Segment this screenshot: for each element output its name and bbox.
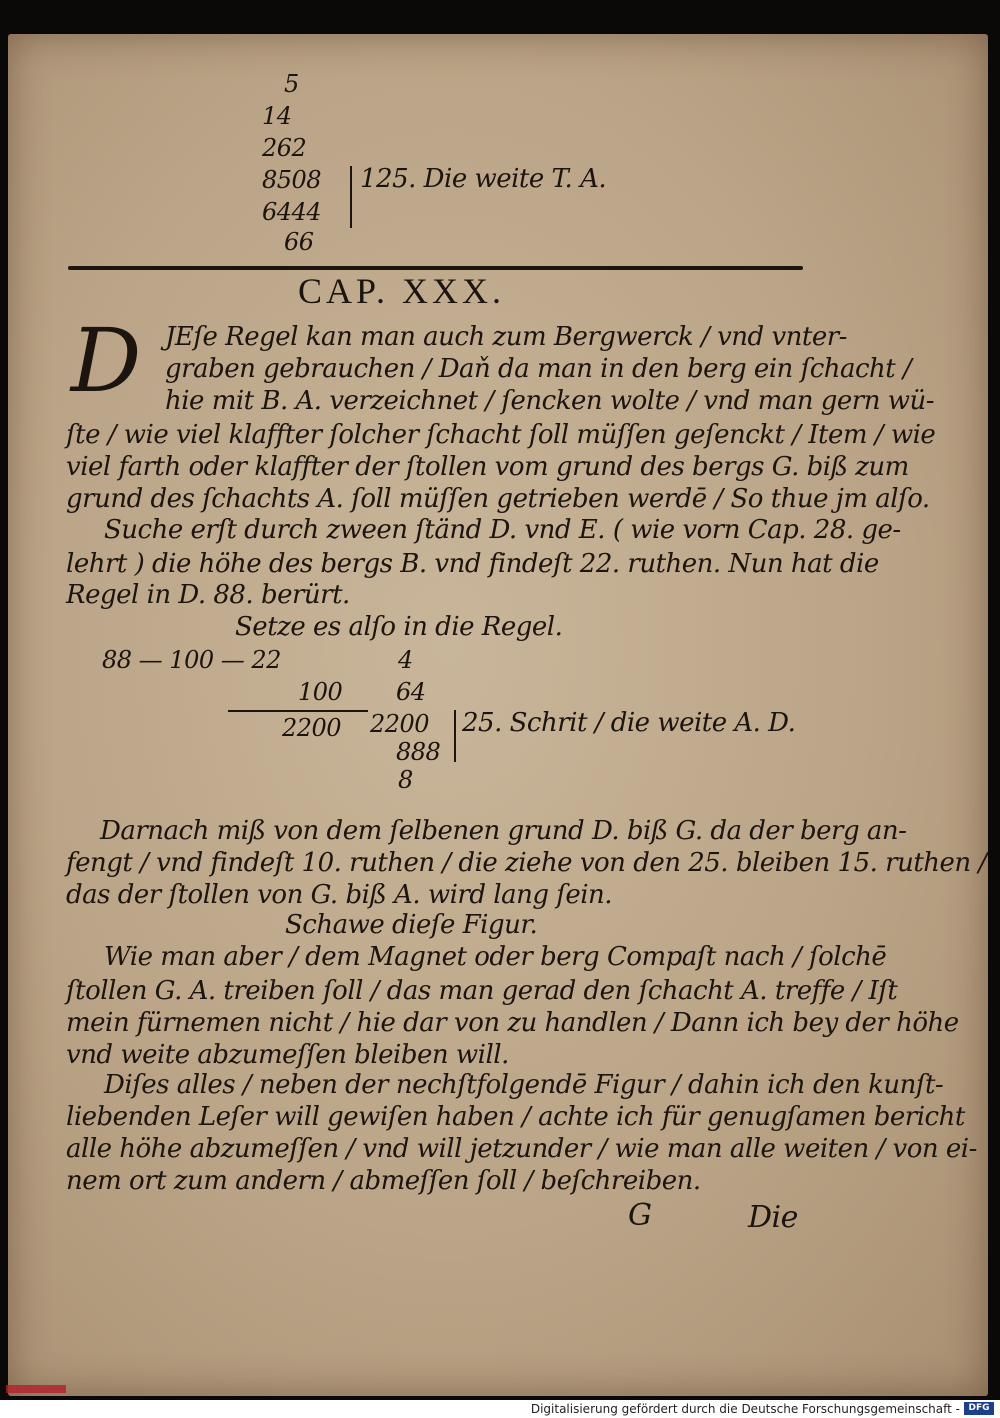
top-calc-result: 125. Die weite T. A. (360, 164, 607, 194)
calc-div-5: 8 (398, 766, 413, 794)
para1-line-3: hie mit B. A. verzeichnet / ſencken wolte / vnd man gern wü- (165, 386, 934, 416)
top-calc-line-4: 8508 (262, 166, 322, 194)
calc-result: 25. Schrit / die weite A. D. (462, 708, 796, 738)
para4-line-1: Wie man aber / dem Magnet oder berg Compaſt nach / ſolchē (104, 942, 887, 972)
calc-division-bar (454, 710, 456, 762)
dfg-logo: DFG (964, 1402, 994, 1415)
para5-line-4: nem ort zum andern / abmeſſen ſoll / beſchreiben. (66, 1166, 701, 1196)
para3-line-3: das der ſtollen von G. biß A. wird lang ſein. (66, 880, 613, 910)
top-calc-line-1: 5 (284, 70, 299, 98)
para1-line-1: JEſe Regel kan man auch zum Bergwerck / vnd vnter- (165, 322, 847, 352)
top-calc-line-2: 14 (262, 102, 292, 130)
digitization-credit: Digitalisierung gefördert durch die Deutsche Forschungsgemeinschaft - (530, 1402, 960, 1416)
para2-line-2: lehrt ) die höhe des bergs B. vnd findeſt 22. ruthen. Nun hat die (66, 549, 879, 579)
top-calc-line-6: 66 (284, 228, 314, 256)
para1-line-6: grund des ſchachts A. ſoll müſſen getrieben werdē / So thue jm alſo. (66, 484, 930, 514)
para5-line-3: alle höhe abzumeſſen / vnd will jetzunder / wie man alle weiten / von ei- (66, 1134, 977, 1164)
para4-line-2: ſtollen G. A. treiben ſoll / das man gerad den ſchacht A. treffe / Iſt (66, 976, 898, 1006)
chapter-heading: CAP. XXX. (298, 271, 506, 311)
para1-line-5: viel farth oder klaffter der ſtollen vom grund des bergs G. biß zum (66, 452, 909, 482)
schawe-line: Schawe dieſe Figur. (285, 910, 538, 940)
para4-line-4: vnd weite abzumeſſen bleiben will. (66, 1040, 509, 1070)
calc-underline (228, 710, 368, 712)
calc-div-3: 2200 (370, 710, 430, 738)
top-calc-line-5: 6444 (262, 198, 322, 226)
top-calc-line-3: 262 (262, 134, 307, 162)
para2-line-1: Suche erſt durch zween ſtänd D. vnd E. ( wie vorn Cap. 28. ge- (104, 515, 901, 545)
calc-div-4: 888 (396, 738, 441, 766)
library-stamp (6, 1385, 66, 1393)
calc-multiplier: 100 (298, 678, 343, 706)
para5-line-1: Diſes alles / neben der nechſtfolgendē Figur / dahin ich den kunſt- (104, 1070, 944, 1100)
para1-line-4: ſte / wie viel klaffter ſolcher ſchacht ſoll müſſen geſenckt / Item / wie (66, 420, 936, 450)
para3-line-2: fengt / vnd findeſt 10. ruthen / die ziehe von den 25. bleiben 15. ruthen / (66, 848, 987, 878)
calc-product: 2200 (282, 714, 342, 742)
signature-mark: G (628, 1198, 652, 1233)
drop-capital: D (70, 309, 142, 412)
setze-line: Setze es alſo in die Regel. (235, 612, 563, 642)
para5-line-2: liebenden Leſer will gewiſen haben / achte ich für genugſamen bericht (66, 1102, 965, 1132)
calc-div-2: 64 (396, 678, 426, 706)
para3-line-1: Darnach miß von dem ſelbenen grund D. biß G. da der berg an- (100, 816, 907, 846)
rule-of-three: 88 — 100 — 22 (102, 646, 281, 674)
catchword: Die (748, 1200, 798, 1235)
para1-line-2: graben gebrauchen / Daň da man in den berg ein ſchacht / (165, 354, 912, 384)
para4-line-3: mein fürnemen nicht / hie dar von zu handlen / Dann ich bey der höhe (66, 1008, 959, 1038)
para2-line-3: Regel in D. 88. berürt. (66, 580, 350, 610)
division-bar (350, 166, 352, 228)
calc-div-1: 4 (398, 646, 413, 674)
